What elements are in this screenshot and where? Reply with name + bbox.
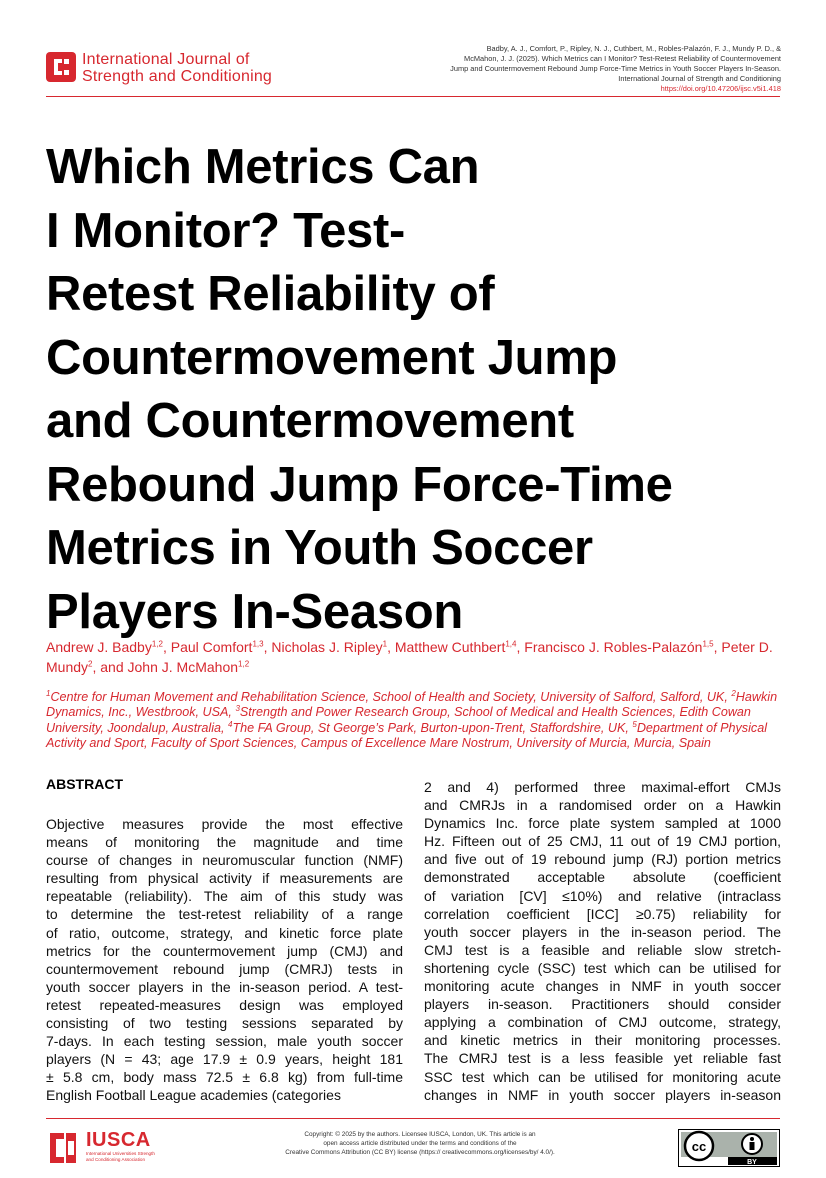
abstract-line: SSC test which can be utilised for monitoring acute: [424, 1068, 781, 1085]
title-line: Metrics in Youth Soccer: [46, 521, 593, 575]
abstract-line: and five out of 19 rebound jump (RJ) portion metrics: [424, 851, 781, 868]
journal-logo-icon: [46, 52, 76, 82]
author-affiliation-ref: 1,2: [238, 659, 250, 669]
abstract-line: changes in NMF in youth soccer players in-season: [424, 1086, 781, 1103]
author-separator: ,: [162, 639, 171, 655]
title-line: Players In-Season: [46, 584, 464, 639]
iusca-logo-icon: [46, 1129, 80, 1167]
iusca-subtitle-line: International Universities Strength: [86, 1151, 155, 1156]
author-separator: ,: [387, 639, 395, 655]
journal-name: [82, 51, 272, 85]
abstract-line: repeatable (reliability). The aim of this study was: [46, 888, 403, 905]
footer-divider: [46, 1118, 780, 1119]
abstract-line: ± 5.8 cm, body mass 72.5 ± 6.8 kg) from full-time: [46, 1069, 403, 1086]
author-affiliation-ref: 1,4: [505, 639, 517, 649]
abstract-column-right: [424, 778, 781, 1104]
author-separator: ,: [713, 639, 722, 655]
abstract-heading: ABSTRACT: [46, 776, 123, 792]
author-name: Francisco J. Robles-Palazón: [524, 639, 703, 655]
article-title: [46, 136, 766, 644]
abstract-line: 7-days. In each testing session, male youth soccer: [46, 1033, 403, 1050]
abstract-line: Dynamics Inc. force plate system sampled at 1000: [424, 815, 781, 832]
citation-line: International Journal of Strength and Conditioning: [618, 74, 781, 83]
affiliation-number: 5: [632, 719, 637, 729]
citation-line: Jump and Countermovement Rebound Jump Force-Time Metrics in Youth Soccer Players In-Season.: [450, 64, 781, 73]
affiliation-text: Centre for Human Movement and Rehabilitation Science, School of Health and Society, University of Salford, Salford, UK,: [50, 690, 732, 704]
abstract-line: of variation [CV] ≤10%) and relative (intraclass: [424, 887, 781, 904]
author-name: Nicholas J. Ripley: [271, 639, 383, 655]
abstract-line: and kinetic metrics in their monitoring processes.: [424, 1032, 781, 1049]
abstract-line: correlation coefficient [ICC] ≥0.75) reliability for: [424, 905, 781, 922]
abstract-line: players in-season. Practitioners should consider: [424, 996, 781, 1013]
title-line: Which Metrics Can: [46, 140, 480, 194]
abstract-line: consisting of two testing sessions separated by: [46, 1015, 403, 1032]
abstract-line: countermovement rebound jump (CMRJ) tests in: [46, 960, 403, 977]
abstract-line: The CMRJ test is a less feasible yet reliable fast: [424, 1050, 781, 1067]
by-label: BY: [747, 1159, 757, 1166]
abstract-line: applying a combination of CMJ outcome, strategy,: [424, 1014, 781, 1031]
title-line: and Countermovement: [46, 394, 574, 448]
abstract-line: 2 and 4) performed three maximal-effort CMJs: [424, 779, 781, 795]
abstract-line: players (N = 43; age 17.9 ± 0.9 years, height 181: [46, 1051, 403, 1068]
affiliation-number: 3: [235, 704, 240, 714]
abstract-line: metrics for the countermovement jump (CMJ) and: [46, 942, 403, 959]
author-name: John J. McMahon: [127, 659, 239, 675]
author-name: Andrew J. Badby: [46, 639, 152, 655]
license-line: Copyright: © 2025 by the authors. Licensee IUSCA, London, UK. This article is an: [304, 1131, 536, 1138]
journal-logo: [46, 50, 346, 86]
author-name: Peter D. Mundy: [46, 639, 773, 675]
journal-name-line1: International Journal of: [82, 51, 250, 68]
author-list: [46, 637, 781, 677]
abstract-line: retest repeated-measures design was employed: [46, 996, 403, 1013]
author-name: Matthew Cuthbert: [394, 639, 506, 655]
author-affiliation-ref: 1,3: [252, 639, 264, 649]
license-line: open access article distributed under the terms and conditions of the: [323, 1140, 517, 1147]
abstract-line: youth soccer players in the in-season period. The: [424, 923, 781, 940]
author-affiliation-ref: 2: [88, 659, 93, 669]
license-line: Creative Commons Attribution (CC BY) license (https:// creativecommons.org/licenses/by/ 4.0/).: [285, 1149, 555, 1156]
abstract-line: English Football League academies (categories: [46, 1087, 341, 1104]
title-line: Rebound Jump Force-Time: [46, 457, 673, 512]
affiliation-number: 1: [46, 688, 51, 698]
citation-block: [421, 44, 781, 94]
affiliation-number: 4: [228, 719, 233, 729]
cc-by-badge-icon[interactable]: [678, 1129, 780, 1167]
citation-line: Badby, A. J., Comfort, P., Ripley, N. J., Cuthbert, M., Robles-Palazón, F. J., Mundy P. D., &: [486, 44, 781, 53]
abstract-line: demonstrated acceptable absolute (coefficient: [424, 869, 781, 886]
abstract-line: means of monitoring the magnitude and time: [46, 834, 403, 851]
author-name: Paul Comfort: [170, 639, 253, 655]
iusca-logo: [46, 1127, 246, 1171]
abstract-line: monitoring acute changes in NMF in youth soccer: [424, 978, 781, 995]
doi-link[interactable]: https://doi.org/10.47206/ijsc.v5i1.418: [660, 84, 781, 93]
title-line: I Monitor? Test-: [46, 203, 406, 258]
affiliation-text: The FA Group, St George’s Park, Burton-upon-Trent, Staffordshire, UK,: [232, 720, 633, 735]
abstract-column-left: [46, 815, 403, 1105]
affiliations: [46, 690, 781, 751]
affiliation-text: Hawkin Dynamics, Inc., Westbrook, USA,: [46, 690, 778, 720]
abstract-line: to determine the test-retest reliability of a range: [46, 906, 403, 923]
abstract-line: of ratio, outcome, strategy, and kinetic force plate: [46, 924, 403, 941]
license-notice: [250, 1130, 590, 1157]
author-affiliation-ref: 1: [382, 639, 388, 649]
abstract-line: Hz. Fifteen out of 25 CMJ, 11 out of 19 CMJ portion,: [424, 833, 781, 850]
affiliation-text: Strength and Power Research Group, School of Medical and Health Sciences, Edith Cowan University, Joondalup, Australia,: [46, 705, 751, 735]
author-separator: , and: [92, 659, 128, 675]
abstract-line: course of changes in neuromuscular function (NMF): [46, 852, 403, 869]
iusca-subtitle: [86, 1151, 155, 1163]
citation-line: McMahon, J. J. (2025). Which Metrics can I Monitor? Test-Retest Reliability of Countermovement: [464, 54, 781, 63]
abstract-line: and CMRJs in a randomised order on a Hawkin: [424, 797, 781, 814]
author-affiliation-ref: 1,5: [702, 639, 714, 649]
cc-label: cc: [691, 1139, 707, 1154]
affiliation-number: 2: [731, 688, 736, 698]
author-separator: ,: [516, 639, 525, 655]
iusca-subtitle-line: and Conditioning Association: [86, 1157, 145, 1162]
abstract-line: Objective measures provide the most effective: [46, 816, 403, 832]
author-separator: ,: [263, 639, 272, 655]
header-divider: [46, 96, 780, 97]
affiliation-text: Department of Physical Activity and Sport, Faculty of Sport Sciences, Campus of Excellence Mare Nostrum, University of Murcia, Murcia, Spain: [46, 720, 768, 750]
abstract-line: shortening cycle (SSC) test which can be utilised for: [424, 959, 781, 976]
title-line: Retest Reliability of: [46, 267, 495, 321]
journal-name-line2: Strength and Conditioning: [82, 68, 273, 85]
iusca-name: IUSCA: [86, 1129, 151, 1151]
abstract-line: resulting from physical activity if measurements are: [46, 870, 403, 887]
abstract-line: youth soccer players in the in-season period. A test-: [46, 978, 403, 995]
title-line: Countermovement Jump: [46, 330, 618, 385]
author-affiliation-ref: 1,2: [151, 639, 163, 649]
abstract-line: CMJ test is a feasible and reliable slow stretch-: [424, 941, 781, 958]
